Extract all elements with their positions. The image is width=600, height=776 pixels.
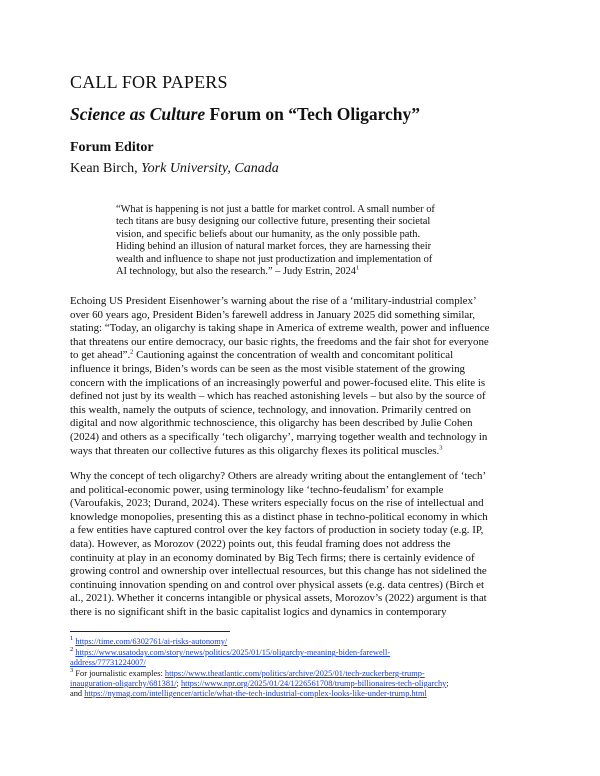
- text-line: over 60 years ago, President Biden’s farewell address in January 2025 did something similar,: [70, 308, 476, 321]
- footnote-number: 3: [70, 666, 74, 674]
- journal-name: Science as Culture: [70, 104, 206, 124]
- footnote-divider: [70, 631, 230, 632]
- forum-title: [70, 104, 420, 125]
- footnote-number: 2: [70, 646, 74, 654]
- text-line-start: to get ahead”.: [70, 349, 131, 362]
- footnote-link[interactable]: address/77731224007/: [70, 658, 146, 668]
- editor-name: Kean Birch,: [70, 161, 142, 176]
- footnote-link[interactable]: https://www.theatlantic.com/politics/archive/2025/01/tech-zuckerberg-trump-: [164, 668, 425, 678]
- quote-line-text: AI technology, but also the research.” – Judy Estrin, 2024: [116, 266, 356, 278]
- text-line: that threatens our entire democracy, our basic rights, the freedoms and the fair shot for everyone: [70, 335, 489, 348]
- text-line: continuity at play in an economy dominated by Big Tech firms; there is certainly evidence of: [70, 551, 475, 564]
- text-line: (2024) and others as a specifically ‘tech oligarchy’, marrying together wealth and technology in: [70, 430, 488, 443]
- footnote-3-continued: [70, 679, 550, 689]
- footnote-link[interactable]: https://www.npr.org/2025/01/24/1226561708/trump-billionaires-tech-oligarchy: [180, 678, 447, 688]
- text-line-text: ways that threaten our collective futures as this oligarchy flexes its political muscles.: [70, 444, 440, 457]
- footnote-marker: 1: [355, 264, 360, 272]
- text-line: growing control and ownership over intellectual resources, but this change has not sidelined the: [70, 565, 487, 578]
- text-line: (Varoufakis, 2023; Durand, 2024). These writers especially focus on the rise of intellectual and: [70, 497, 484, 510]
- footnote-number: 1: [70, 635, 74, 643]
- footnote-link[interactable]: inauguration-oligarchy/681381/: [70, 678, 177, 688]
- text-line-end: Cautioning against the concentration of wealth and concomitant political: [133, 349, 454, 362]
- quote-line: vision, and specific beliefs about our humanity, as the only possible path.: [116, 228, 421, 240]
- editor-line: [70, 161, 279, 177]
- footnote-text: and: [70, 689, 85, 699]
- text-line: digital and now algorithmic technoscience, this oligarchy has been described by Julie Cohen: [70, 417, 473, 430]
- text-line: and political-economic power, using terminology like ‘techno-feudalism’ for example: [70, 483, 444, 496]
- paragraph-2: [70, 470, 540, 620]
- quote-line: [116, 266, 486, 278]
- text-line: concern with the implications of an increasingly powerful and power-focused elite. This elite is: [70, 376, 486, 389]
- text-line: data). However, as Morozov (2022) points out, this feudal framing does not address the: [70, 537, 451, 550]
- epigraph-quote: [116, 204, 486, 278]
- footnote-link[interactable]: https://time.com/6302761/ai-risks-autonomy/: [75, 637, 228, 646]
- text-line: influence it brings, Biden’s words can be seen as the most visible statement of the growing: [70, 362, 466, 375]
- footnote-separator: ;: [446, 678, 449, 688]
- footnote-3-continued: [70, 689, 550, 699]
- footnote-link[interactable]: https://www.usatoday.com/story/news/politics/2025/01/15/oligarchy-meaning-biden-farewell-: [75, 648, 391, 658]
- quote-line: tech titans are busy designing our collective future, presenting their societal: [116, 216, 431, 228]
- forum-title-text: Forum on “Tech Oligarchy”: [205, 104, 421, 124]
- footnote-2-continued: [70, 658, 550, 668]
- call-for-papers-heading: CALL FOR PAPERS: [70, 72, 228, 92]
- text-line: continuing innovation spending on and control over physical assets (e.g. data centres) (Birch et: [70, 578, 485, 591]
- quote-line: wealth and influence to shape not just productization and implementation of: [116, 253, 433, 265]
- footnote-marker: 3: [439, 443, 443, 451]
- text-line: [70, 445, 540, 459]
- footnote-3: [70, 666, 550, 679]
- quote-line: Hiding behind an illusion of natural market forces, they are harnessing their: [116, 241, 432, 253]
- text-line: defined not just by its wealth – which has reached astonishing levels – but also by the source of: [70, 390, 486, 403]
- footnote-link[interactable]: https://nymag.com/intelligencer/article/what-the-tech-industrial-complex-looks-like-under-trump.html: [84, 689, 427, 699]
- footnote-1: [70, 637, 550, 647]
- text-line: Why the concept of tech oligarchy? Others are already writing about the entanglement of ‘tech’: [70, 470, 487, 482]
- editor-affiliation: York University, Canada: [141, 161, 279, 176]
- text-line: there is no significant shift in the basic capitalist logics and dynamics in contemporary: [70, 605, 447, 618]
- footnote-marker: 2: [130, 348, 134, 356]
- paragraph-1: [70, 295, 540, 458]
- text-line: stating: “Today, an oligarchy is taking shape in America of extreme wealth, power and influence: [70, 322, 490, 335]
- footnote-2: [70, 648, 550, 658]
- text-line: Echoing US President Eisenhower’s warning about the rise of a ‘military-industrial complex’: [70, 295, 477, 307]
- text-line: a few entities have captured control over the key factors of production in society today (e.g. IP,: [70, 524, 484, 537]
- footnote-separator: ;: [176, 678, 181, 688]
- text-line: this wealth, namely the outputs of science, technology, and innovation. Primarily centred on: [70, 403, 471, 416]
- quote-line: “What is happening is not just a battle for market control. A small number of: [116, 204, 435, 215]
- text-line: knowledge monopolies, presenting this as a distinct phase in techno-political economy in which: [70, 510, 488, 523]
- text-line: [70, 349, 540, 363]
- forum-editor-heading: Forum Editor: [70, 140, 154, 155]
- footnote-text: For journalistic examples:: [73, 668, 165, 678]
- text-line: al., 2021). Whether it concerns intangible or physical assets, Morozov’s (2022) argument is that: [70, 592, 487, 605]
- footnotes: [70, 637, 550, 699]
